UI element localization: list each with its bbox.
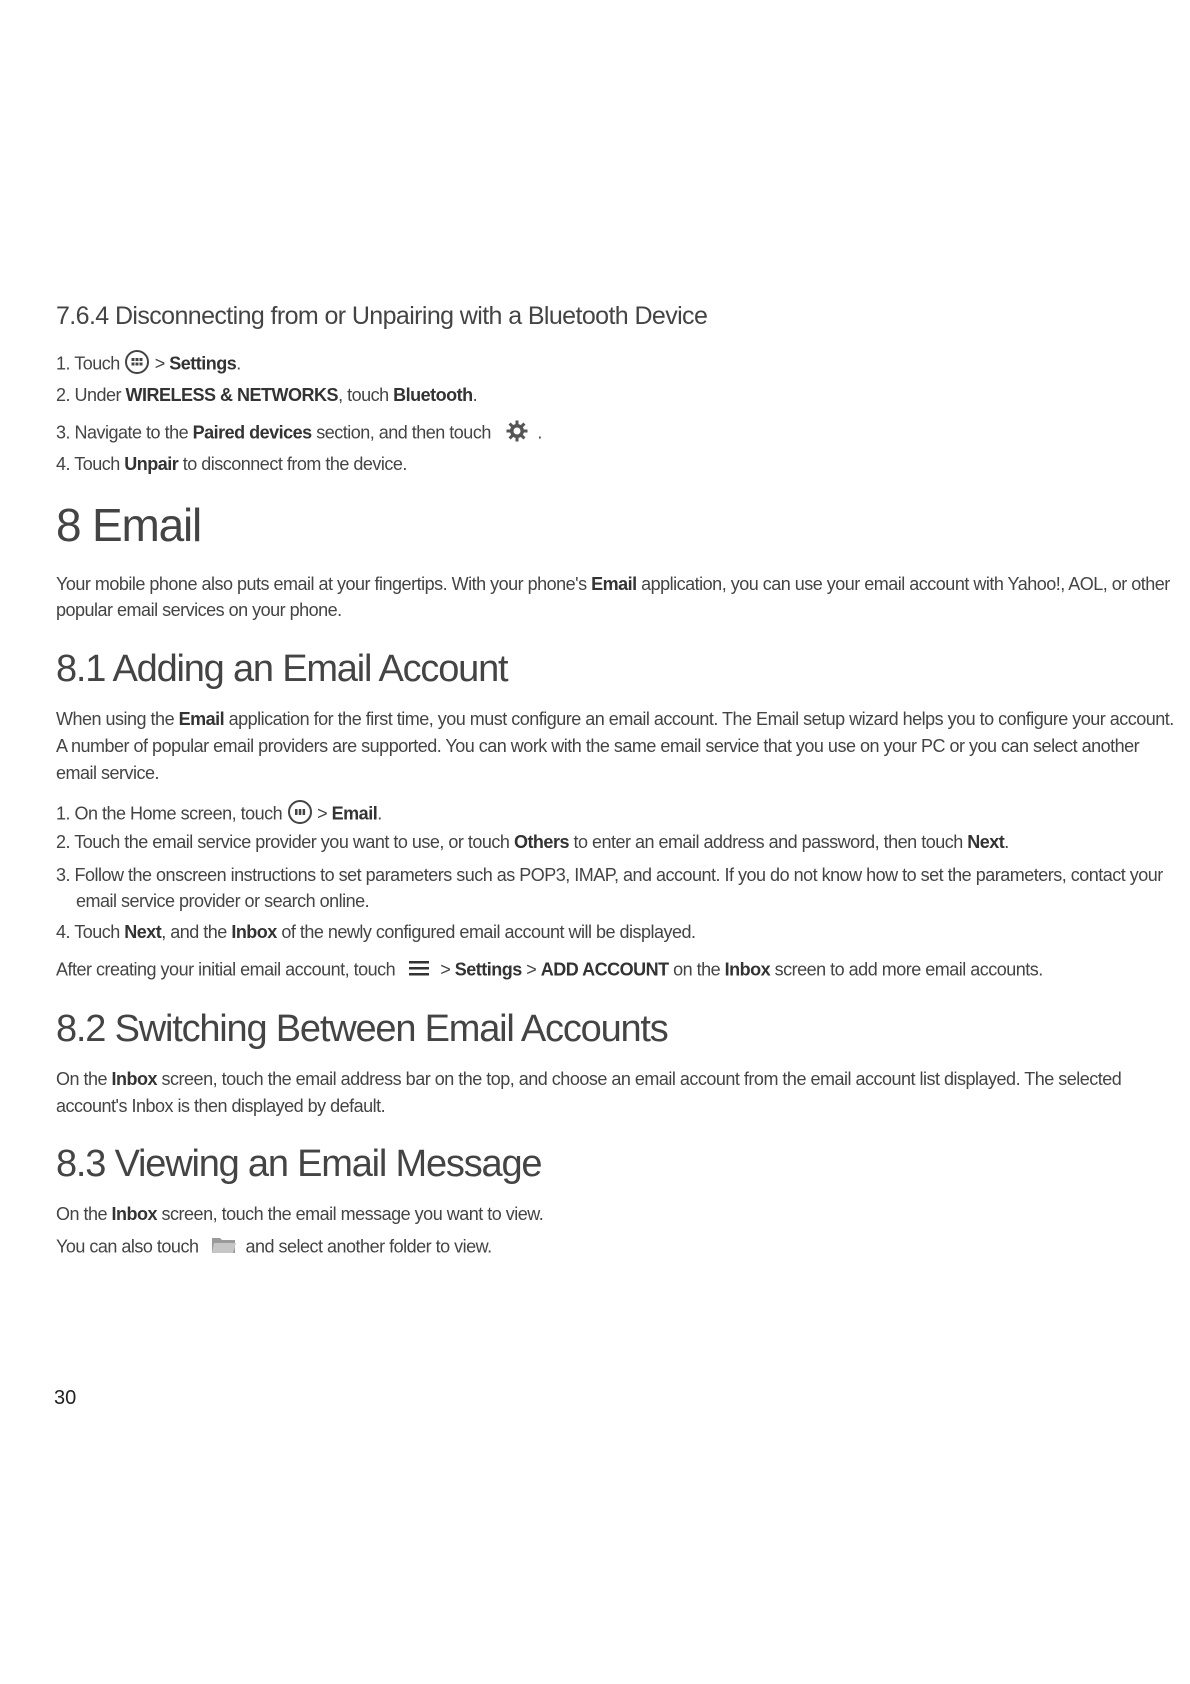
- note-text: screen to add more email accounts.: [770, 959, 1043, 980]
- step-81-2: [56, 832, 1009, 853]
- step-81-4: [56, 922, 696, 943]
- step-text: 2. Under: [56, 385, 126, 405]
- para-text: and select another folder to view.: [240, 1236, 492, 1257]
- unpair-term: Unpair: [124, 454, 179, 474]
- step-text: 2. Touch the email service provider you want to use, or touch: [56, 832, 514, 852]
- bluetooth-term: Bluetooth: [393, 385, 473, 405]
- step-81-3-line1: 3. Follow the onscreen instructions to set parameters such as POP3, IMAP, and account. If you do not know how to set the parameters, contact your: [56, 865, 1163, 885]
- s82-para-line1: [56, 1069, 1121, 1090]
- step-text: to disconnect from the device.: [178, 454, 407, 474]
- para-text: On the: [56, 1069, 112, 1089]
- s83-para-line2: [56, 1235, 492, 1260]
- step-end: .: [472, 385, 478, 405]
- next-term: Next: [124, 922, 162, 942]
- step-end: .: [1004, 832, 1009, 852]
- s81-para-line2: A number of popular email providers are supported. You can work with the same email service that you use on your PC or you can select another: [56, 736, 1140, 756]
- page-number: 30: [54, 1387, 77, 1409]
- step-764-1: [56, 349, 241, 380]
- para-text: You can also touch: [56, 1236, 199, 1257]
- section-heading-8-2: 8.2 Switching Between Email Accounts: [56, 1008, 668, 1050]
- settings-term: Settings: [169, 353, 237, 374]
- step-text: 3. Navigate to the: [56, 422, 193, 443]
- settings-term: Settings: [454, 959, 522, 980]
- s82-para-line2: account's Inbox is then displayed by default.: [56, 1096, 386, 1116]
- email-term: Email: [178, 709, 225, 729]
- menu-icon: [408, 959, 430, 982]
- chapter-8-para-line2: popular email services on your phone.: [56, 600, 342, 620]
- apps-icon: [124, 349, 150, 380]
- section-heading-8-1: 8.1 Adding an Email Account: [56, 648, 508, 690]
- next-term: Next: [967, 832, 1005, 852]
- others-term: Others: [513, 832, 569, 852]
- step-text: , touch: [338, 385, 394, 405]
- para-text: When using the: [56, 709, 179, 729]
- para-text: On the: [56, 1204, 112, 1224]
- step-text: 1. On the Home screen, touch: [56, 803, 283, 824]
- para-text: Your mobile phone also puts email at your fingertips. With your phone's: [56, 574, 592, 594]
- add-account-term: ADD ACCOUNT: [540, 959, 669, 980]
- step-sep: >: [521, 959, 541, 980]
- s81-para-line3: email service.: [56, 763, 160, 783]
- email-term: Email: [331, 803, 378, 824]
- chapter-heading-8: 8 Email: [56, 499, 201, 551]
- step-764-4: [56, 454, 407, 475]
- para-text: screen, touch the email message you want to view.: [157, 1204, 544, 1224]
- wireless-networks-term: WIRELESS & NETWORKS: [125, 385, 339, 405]
- step-text: 4. Touch: [56, 922, 125, 942]
- email-term: Email: [591, 574, 637, 594]
- folder-icon: [211, 1235, 237, 1260]
- para-text: application for the first time, you must configure an email account. The Email setup wizard helps you to configure your account.: [224, 709, 1174, 729]
- step-end: .: [537, 422, 542, 443]
- section-heading-8-3: 8.3 Viewing an Email Message: [56, 1143, 542, 1185]
- step-text: of the newly configured email account will be displayed.: [276, 922, 696, 942]
- gear-icon: [505, 419, 529, 448]
- step-text: 4. Touch: [56, 454, 125, 474]
- note-text: on the: [668, 959, 725, 980]
- apps-icon: [287, 799, 313, 830]
- s81-after-note: [56, 959, 1043, 982]
- step-text: , and the: [161, 922, 232, 942]
- para-text: screen, touch the email address bar on the top, and choose an email account from the email account list displayed. The selected: [157, 1069, 1122, 1089]
- step-81-1: [56, 799, 382, 830]
- step-81-3-line2: email service provider or search online.: [76, 891, 370, 911]
- s83-para-line1: [56, 1204, 543, 1225]
- step-sep: >: [435, 959, 455, 980]
- para-text: application, you can use your email account with Yahoo!, AOL, or other: [636, 574, 1170, 594]
- inbox-term: Inbox: [724, 959, 771, 980]
- inbox-term: Inbox: [231, 922, 277, 942]
- section-heading-7-6-4: 7.6.4 Disconnecting from or Unpairing with a Bluetooth Device: [56, 302, 708, 330]
- step-text: to enter an email address and password, then touch: [568, 832, 968, 852]
- chapter-8-para-line1: [56, 574, 1170, 595]
- step-764-3: [56, 419, 542, 448]
- step-end: .: [236, 353, 241, 374]
- step-text: 1. Touch: [56, 353, 120, 374]
- paired-devices-term: Paired devices: [192, 422, 312, 443]
- s81-para-line1: [56, 709, 1174, 730]
- inbox-term: Inbox: [111, 1204, 158, 1224]
- note-text: After creating your initial email account, touch: [56, 959, 396, 980]
- step-end: .: [377, 803, 382, 824]
- step-sep: >: [150, 353, 170, 374]
- step-text: section, and then touch: [311, 422, 491, 443]
- step-sep: >: [312, 803, 332, 824]
- step-764-2: [56, 385, 477, 406]
- inbox-term: Inbox: [111, 1069, 158, 1089]
